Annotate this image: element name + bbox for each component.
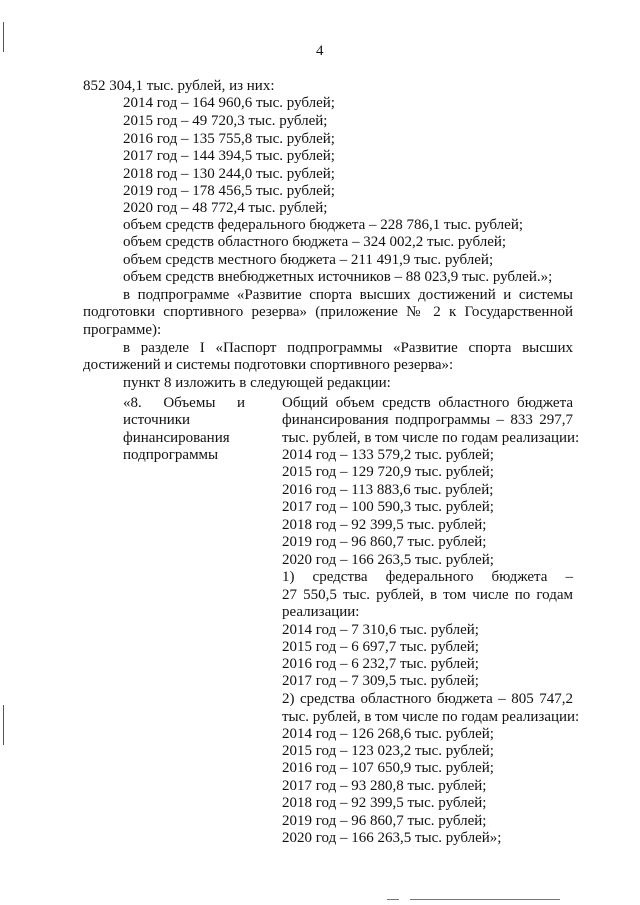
item-content-line: 2015 год – 123 023,2 тыс. рублей; [282,743,494,759]
text-line: объем средств местного бюджета – 211 491,9 тыс. рублей; [123,252,494,268]
paragraph-line: достижений и системы подготовки спортивного резерва»: [83,357,454,373]
item-content-line: реализации: [282,604,360,620]
item-content-line: 2018 год – 92 399,5 тыс. рублей; [282,517,487,533]
item-content-line: 2014 год – 133 579,2 тыс. рублей; [282,447,494,463]
text-line: 2016 год – 135 755,8 тыс. рублей; [123,131,335,147]
item-content-line: 2014 год – 7 310,6 тыс. рублей; [282,622,479,638]
text-line: объем средств федерального бюджета – 228 786,1 тыс. рублей; [123,217,524,233]
item-label-line: «8. Объемы и [123,395,245,411]
scan-artifact [3,22,4,52]
item-content-line: 2015 год – 6 697,7 тыс. рублей; [282,639,479,655]
item-label-line: источники [123,412,191,428]
item-label-line: финансирования [123,430,230,446]
scan-artifact [387,899,399,900]
paragraph-line: программе): [83,322,162,338]
item-content-line: 2017 год – 100 590,3 тыс. рублей; [282,499,494,515]
item-content-line: 2019 год – 96 860,7 тыс. рублей; [282,534,487,550]
text-line: 852 304,1 тыс. рублей, из них: [83,78,275,94]
item-content-line: финансирования подпрограммы – 833 297,7 [282,412,573,428]
item-content-line: 2020 год – 166 263,5 тыс. рублей»; [282,830,502,846]
scan-artifact [3,705,4,745]
item-content-line: 2019 год – 96 860,7 тыс. рублей; [282,813,487,829]
item-content-line: 2018 год – 92 399,5 тыс. рублей; [282,795,487,811]
paragraph-line: подготовки спортивного резерва» (приложение № 2 к Государственной [83,304,573,320]
paragraph-line: в подпрограмме «Развитие спорта высших достижений и системы [123,287,573,303]
text-line: объем средств внебюджетных источников – 88 023,9 тыс. рублей.»; [123,269,553,285]
item-content-line: тыс. рублей, в том числе по годам реализации: [282,430,580,446]
item-content-line: 2020 год – 166 263,5 тыс. рублей; [282,552,494,568]
instruction-line: пункт 8 изложить в следующей редакции: [123,375,391,391]
text-line: 2015 год – 49 720,3 тыс. рублей; [123,113,328,129]
text-line: 2017 год – 144 394,5 тыс. рублей; [123,148,335,164]
item-content-line: 2) средства областного бюджета – 805 747,2 [282,691,573,707]
item-content-line: 2017 год – 7 309,5 тыс. рублей; [282,673,479,689]
item-content-line: 2014 год – 126 268,6 тыс. рублей; [282,726,494,742]
item-content-line: Общий объем средств областного бюджета [282,395,573,411]
scan-artifact [410,899,560,900]
text-line: 2019 год – 178 456,5 тыс. рублей; [123,183,335,199]
item-content-line: тыс. рублей, в том числе по годам реализации: [282,709,580,725]
item-label-line: подпрограммы [123,447,219,463]
item-content-line: 1) средства федерального бюджета – [282,569,573,585]
item-content-line: 27 550,5 тыс. рублей, в том числе по годам [282,587,573,603]
item-content-line: 2016 год – 113 883,6 тыс. рублей; [282,482,494,498]
item-content-line: 2016 год – 6 232,7 тыс. рублей; [282,656,479,672]
text-line: 2014 год – 164 960,6 тыс. рублей; [123,95,335,111]
item-content-line: 2015 год – 129 720,9 тыс. рублей; [282,464,494,480]
item-content-line: 2016 год – 107 650,9 тыс. рублей; [282,760,494,776]
text-line: 2020 год – 48 772,4 тыс. рублей; [123,200,328,216]
text-line: объем средств областного бюджета – 324 002,2 тыс. рублей; [123,234,507,250]
page-number: 4 [316,43,324,59]
item-content-line: 2017 год – 93 280,8 тыс. рублей; [282,778,487,794]
text-line: 2018 год – 130 244,0 тыс. рублей; [123,166,335,182]
paragraph-line: в разделе I «Паспорт подпрограммы «Развитие спорта высших [123,340,573,356]
